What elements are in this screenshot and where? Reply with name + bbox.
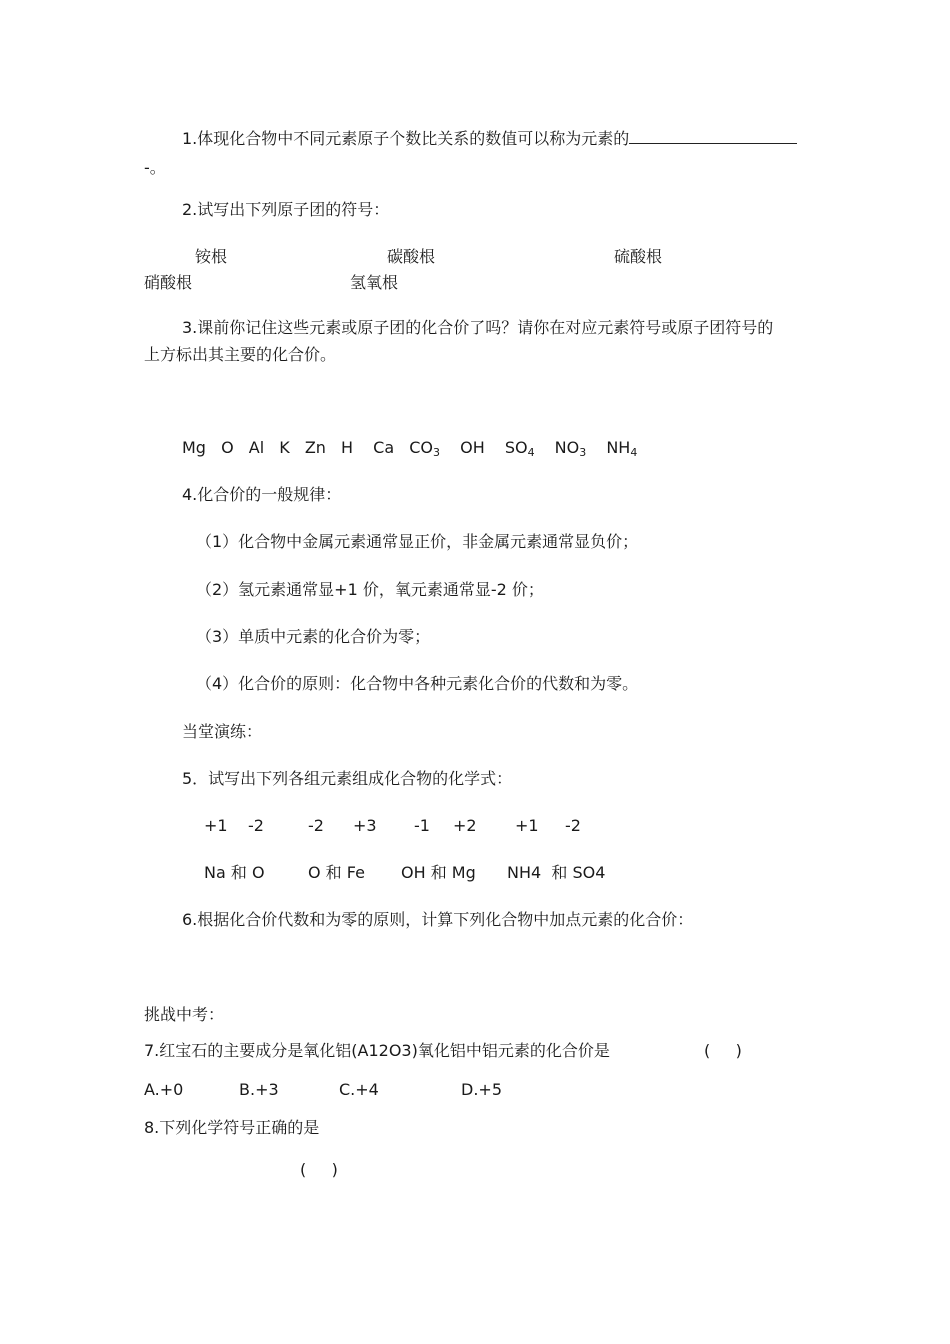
valence-label: -2 xyxy=(248,816,264,835)
radical-symbol: $CO_3$ xyxy=(409,438,440,459)
radical-item: 碳酸根 xyxy=(387,247,436,266)
answer-blank[interactable] xyxy=(629,128,797,144)
radical-item: 硝酸根 xyxy=(144,273,193,292)
element-symbol: Zn xyxy=(304,438,326,457)
option-c[interactable]: C.+4 xyxy=(339,1080,379,1099)
question-7: 7.红宝石的主要成分是氧化铝(A12O3)氧化铝中铝元素的化合价是 xyxy=(144,1041,610,1060)
element-pair: O 和 Fe xyxy=(308,863,365,882)
question-5: 5．试写出下列各组元素组成化合物的化学式： xyxy=(182,769,513,788)
rule-item: （3）单质中元素的化合价为零； xyxy=(196,627,431,646)
option-d[interactable]: D.+5 xyxy=(461,1080,502,1099)
radical-item: 铵根 xyxy=(195,247,228,266)
element-symbol: K xyxy=(279,438,290,457)
element-symbol: H xyxy=(341,438,354,457)
valence-label: -1 xyxy=(414,816,430,835)
element-pair: Na 和 O xyxy=(204,863,265,882)
valence-label: +1 xyxy=(204,816,228,835)
valence-label: +2 xyxy=(453,816,477,835)
answer-bracket[interactable]: ( ) xyxy=(300,1160,338,1179)
section-heading-practice: 当堂演练： xyxy=(182,722,263,741)
radical-symbol: $NH_4$ xyxy=(606,438,638,459)
question-2: 2.试写出下列原子团的符号： xyxy=(182,200,390,219)
valence-label: +3 xyxy=(353,816,377,835)
rule-item: （4）化合价的原则：化合物中各种元素化合价的代数和为零。 xyxy=(196,674,639,693)
question-1-text: 1.体现化合物中不同元素原子个数比关系的数值可以称为元素的 xyxy=(182,129,630,148)
question-1-continuation: -。 xyxy=(144,158,166,177)
rule-item: （2）氢元素通常显+1 价，氧元素通常显-2 价； xyxy=(196,580,544,599)
radical-symbol: $NO_3$ xyxy=(554,438,587,459)
valence-label: -2 xyxy=(308,816,324,835)
element-symbol: Al xyxy=(248,438,265,457)
option-a[interactable]: A.+0 xyxy=(144,1080,184,1099)
element-pair: OH 和 Mg xyxy=(401,863,476,882)
element-pair: NH4 和 SO4 xyxy=(507,863,606,882)
question-3-line-1: 3.课前你记住这些元素或原子团的化合价了吗？请你在对应元素符号或原子团符号的 xyxy=(182,318,774,337)
question-6: 6.根据化合价代数和为零的原则，计算下列化合物中加点元素的化合价： xyxy=(182,910,694,929)
radical-item: 氢氧根 xyxy=(350,273,399,292)
radical-item: 硫酸根 xyxy=(614,247,663,266)
question-4-title: 4.化合价的一般规律： xyxy=(182,485,342,504)
element-symbol: Mg xyxy=(182,438,206,457)
element-symbol: Ca xyxy=(373,438,395,457)
element-symbol: O xyxy=(221,438,234,457)
radical-symbol: $SO_4$ xyxy=(504,438,535,459)
section-heading-challenge: 挑战中考： xyxy=(144,1005,225,1024)
rule-item: （1）化合物中金属元素通常显正价，非金属元素通常显负价； xyxy=(196,532,639,551)
question-3-line-2: 上方标出其主要的化合价。 xyxy=(144,345,337,364)
valence-label: +1 xyxy=(515,816,539,835)
question-1 xyxy=(182,128,797,149)
symbol-row xyxy=(182,438,637,458)
radical-symbol: OH xyxy=(460,438,485,457)
answer-bracket[interactable]: ( ) xyxy=(704,1041,742,1060)
valence-label: -2 xyxy=(565,816,581,835)
question-8: 8.下列化学符号正确的是 xyxy=(144,1118,320,1137)
option-b[interactable]: B.+3 xyxy=(239,1080,279,1099)
